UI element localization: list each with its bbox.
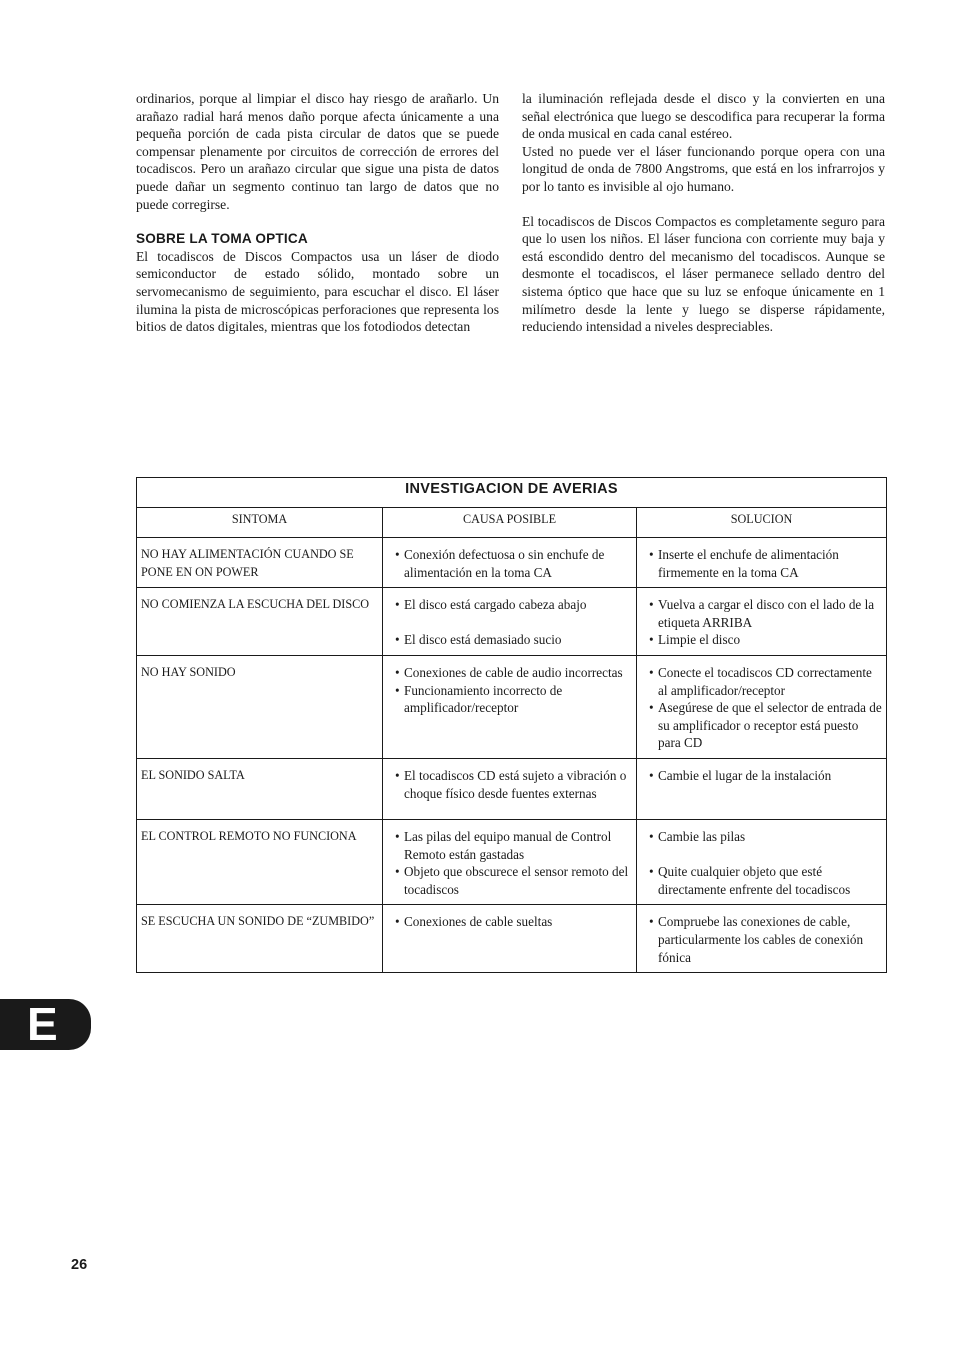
solution-item: • Cambie el lugar de la instalación (641, 767, 882, 785)
cause-cell (383, 819, 637, 904)
symptom-cell: NO HAY SONIDO (137, 655, 383, 758)
cause-item: • Conexiones de cable sueltas (387, 913, 632, 931)
right-paragraph-3: El tocadiscos de Discos Compactos es completamente seguro para que lo usen los niños. El láser funciona con corriente muy baja y está escondido dentro del mecanismo del tocadiscos. Aunque se desmonte el tocadiscos, el láser permanece sellado dentro del sistema óptico que hace que su luz se enfoque únicamente en 1 milímetro desde la lente y luego se disperse rápidamente, reduciendo intensidad a niveles despreciables. (522, 213, 885, 335)
solution-item: • Inserte el enchufe de alimentación firmemente en la toma CA (641, 546, 882, 581)
language-tab-e: E (0, 999, 91, 1050)
page-number: 26 (71, 1257, 88, 1273)
solution-cell (637, 655, 887, 758)
solution-cell (637, 538, 887, 588)
cause-cell (383, 905, 637, 973)
symptom-cell: EL SONIDO SALTA (137, 758, 383, 819)
table-row (137, 538, 887, 588)
solution-item: • Compruebe las conexiones de cable, particularmente los cables de conexión fónica (641, 913, 882, 966)
cause-item: • Conexión defectuosa o sin enchufe de alimentación en la toma CA (387, 546, 632, 581)
table-row (137, 905, 887, 973)
table-row (137, 588, 887, 656)
solution-item: • Conecte el tocadiscos CD correctamente al amplificador/receptor (641, 664, 882, 699)
solution-item: • Asegúrese de que el selector de entrada de su amplificador o receptor está puesto para CD (641, 699, 882, 752)
cause-item: • El disco está cargado cabeza abajo (387, 596, 632, 614)
table-row (137, 758, 887, 819)
solution-cell (637, 758, 887, 819)
symptom-cell: SE ESCUCHA UN SONIDO DE “ZUMBIDO” (137, 905, 383, 973)
solution-cell (637, 588, 887, 656)
cause-cell (383, 538, 637, 588)
cause-item: • Conexiones de cable de audio incorrectas (387, 664, 632, 682)
section-heading: SOBRE LA TOMA OPTICA (136, 231, 308, 247)
table-header-row (137, 508, 887, 538)
right-paragraph-2: Usted no puede ver el láser funcionando porque opera con una longitud de onda de 7800 Angstroms, que está en los infrarrojos y por lo tanto es invisible al ojo humano. (522, 143, 885, 194)
table-title: INVESTIGACION DE AVERIAS (137, 478, 887, 508)
header-cause: CAUSA POSIBLE (383, 508, 637, 538)
left-text-column (136, 90, 499, 336)
right-paragraph-1: la iluminación reflejada desde el disco y la convierten en una señal electrónica que luego se descodifica para recuperar la forma de onda musical en cada canal estéreo. (522, 91, 885, 142)
table-row (137, 819, 887, 904)
header-solution: SOLUCION (637, 508, 887, 538)
cause-item: • Objeto que obscurece el sensor remoto del tocadiscos (387, 863, 632, 898)
symptom-cell: NO COMIENZA LA ESCUCHA DEL DISCO (137, 588, 383, 656)
solution-cell (637, 819, 887, 904)
solution-item: • Quite cualquier objeto que esté directamente enfrente del tocadiscos (641, 863, 882, 898)
left-paragraph-1: ordinarios, porque al limpiar el disco hay riesgo de arañarlo. Un arañazo radial hará menos daño porque afecta únicamente a una pequeña porción de cada pista circular de datos que se puede compensar plenamente por circuitos de corrección de errores del tocadiscos. Pero un arañazo circular que sigue una pista de datos puede dañar un segmento continuo tan largo de datos que no puede corregirse. (136, 91, 499, 212)
left-paragraph-2: El tocadiscos de Discos Compactos usa un láser de diodo semiconductor de estado sólido, montado sobre un servomecanismo de seguimiento, para escuchar el disco. El láser ilumina la pista de microscópicas perforaciones que representa los bitios de datos digitales, mientras que los fotodiodos detectan (136, 248, 499, 335)
cause-cell (383, 588, 637, 656)
right-text-column (522, 90, 885, 336)
troubleshooting-table (136, 477, 887, 973)
cause-item: • El tocadiscos CD está sujeto a vibración o choque físico desde fuentes externas (387, 767, 632, 802)
cause-item: • Funcionamiento incorrecto de amplificador/receptor (387, 682, 632, 717)
cause-item: • Las pilas del equipo manual de Control Remoto están gastadas (387, 828, 632, 863)
solution-item: • Limpie el disco (641, 631, 882, 649)
solution-item: • Vuelva a cargar el disco con el lado de la etiqueta ARRIBA (641, 596, 882, 631)
cause-cell (383, 655, 637, 758)
solution-cell (637, 905, 887, 973)
cause-item: • El disco está demasiado sucio (387, 631, 632, 649)
symptom-cell: EL CONTROL REMOTO NO FUNCIONA (137, 819, 383, 904)
cause-cell (383, 758, 637, 819)
table-row (137, 655, 887, 758)
solution-item: • Cambie las pilas (641, 828, 882, 846)
symptom-cell: NO HAY ALIMENTACIÓN CUANDO SE PONE EN ON POWER (137, 538, 383, 588)
header-symptom: SINTOMA (137, 508, 383, 538)
